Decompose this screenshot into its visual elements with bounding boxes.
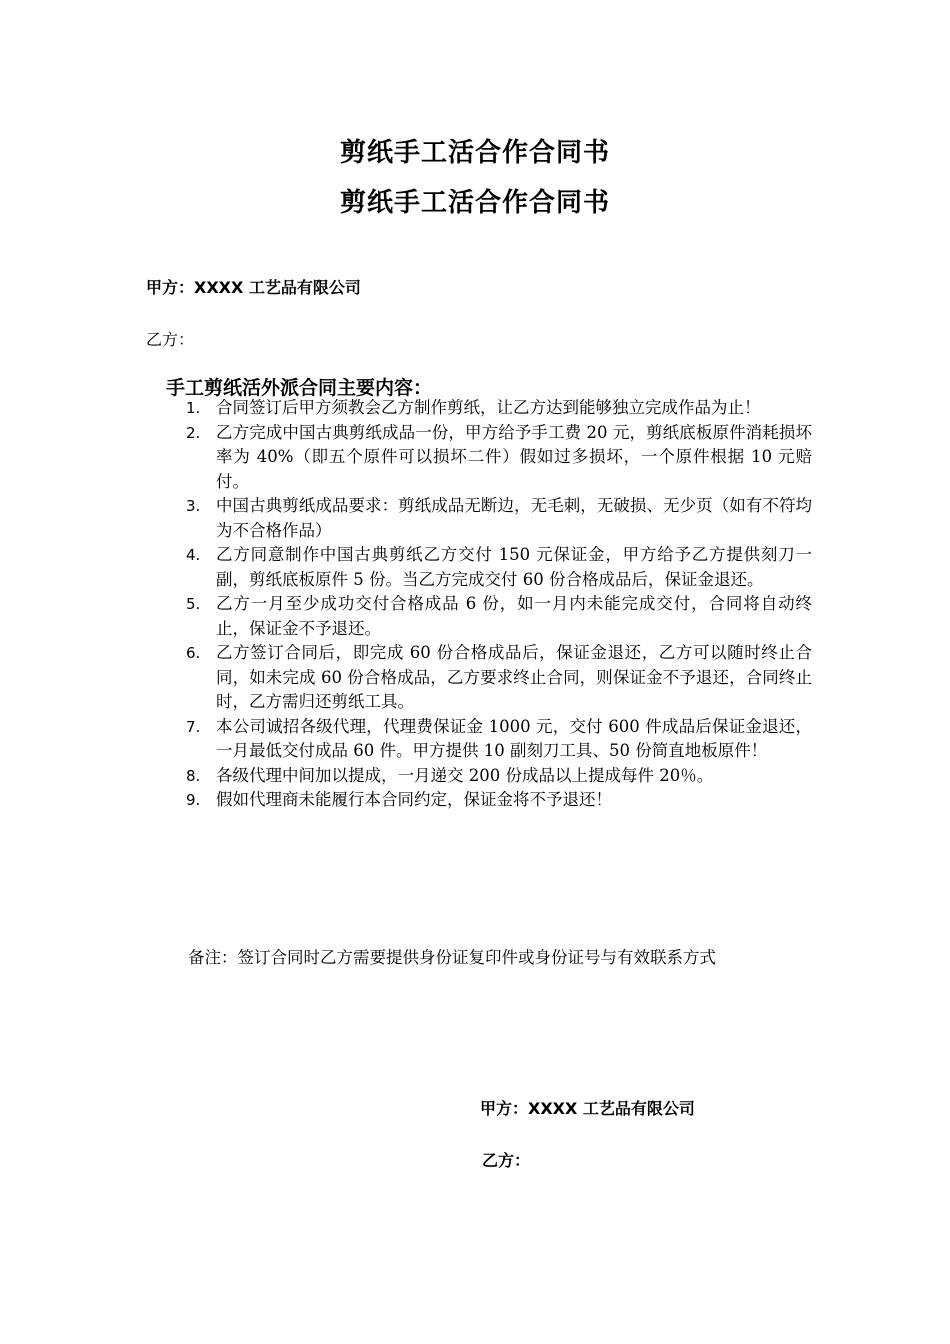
section-heading: 手工剪纸活外派合同主要内容： <box>166 377 433 399</box>
term-text: 乙方一月至少成功交付合格成品 6 份，如一月内未能完成交付，合同将自动终止，保证金不予退还。 <box>216 594 812 638</box>
term-text: 合同签订后甲方须教会乙方制作剪纸，让乙方达到能够独立完成作品为止！ <box>216 398 761 417</box>
term-number: 3. <box>186 497 201 515</box>
party-a-label: 甲方：XXXX 工艺品有限公司 <box>146 278 361 297</box>
term-number: 1. <box>186 399 201 417</box>
term-item <box>186 421 812 495</box>
document-title: 剪纸手工活合作合同书 <box>339 138 610 168</box>
term-item <box>186 715 812 764</box>
term-number: 8. <box>186 766 201 785</box>
term-text: 本公司诚招各级代理，代理费保证金 1000 元，交付 600 件成品后保证金退还，一月最低交付成品 60 件。甲方提供 10 副刻刀工具、50 份简直地板原件！ <box>216 716 812 760</box>
party-b-label: 乙方： <box>146 330 195 349</box>
term-text: 乙方完成中国古典剪纸成品一份，甲方给予手工费 20 元，剪纸底板原件消耗损坏率为 40%（即五个原件可以损坏二件）假如过多损坏，一个原件根据 10 元赔付。 <box>216 422 812 491</box>
term-item <box>186 494 812 543</box>
term-text: 乙方签订合同后，即完成 60 份合格成品后，保证金退还，乙方可以随时终止合同，如未完成 60 份合格成品，乙方要求终止合同，则保证金不予退还，合同终止时，乙方需归还剪纸工具。 <box>216 643 812 711</box>
signature-party-b: 乙方： <box>482 1151 531 1170</box>
term-text: 各级代理中间加以提成，一月递交 200 份成品以上提成每件 20％。 <box>216 765 714 785</box>
term-item <box>186 788 812 813</box>
term-item <box>186 396 812 421</box>
term-item <box>186 641 812 715</box>
remark-note: 备注：签订合同时乙方需要提供身份证复印件或身份证号与有效联系方式 <box>188 948 716 967</box>
terms-list <box>186 396 812 813</box>
document-title-repeat: 剪纸手工活合作合同书 <box>339 188 610 218</box>
signature-party-a: 甲方：XXXX 工艺品有限公司 <box>480 1099 695 1118</box>
term-item <box>186 764 812 789</box>
term-text: 乙方同意制作中国古典剪纸乙方交付 150 元保证金，甲方给予乙方提供刻刀一副，剪纸底板原件 5 份。当乙方完成交付 60 份合格成品后，保证金退还。 <box>216 545 812 589</box>
term-number: 7. <box>186 717 201 736</box>
term-number: 6. <box>186 644 201 662</box>
term-item <box>186 592 812 641</box>
term-text: 假如代理商未能履行本合同约定，保证金将不予退还！ <box>216 790 612 809</box>
term-number: 5. <box>186 595 201 613</box>
term-number: 4. <box>186 546 201 564</box>
term-text: 中国古典剪纸成品要求：剪纸成品无断边，无毛刺，无破损、无少页（如有不符均为不合格作品） <box>216 496 812 540</box>
term-item <box>186 543 812 592</box>
term-number: 9. <box>186 791 201 809</box>
term-number: 2. <box>186 423 201 442</box>
